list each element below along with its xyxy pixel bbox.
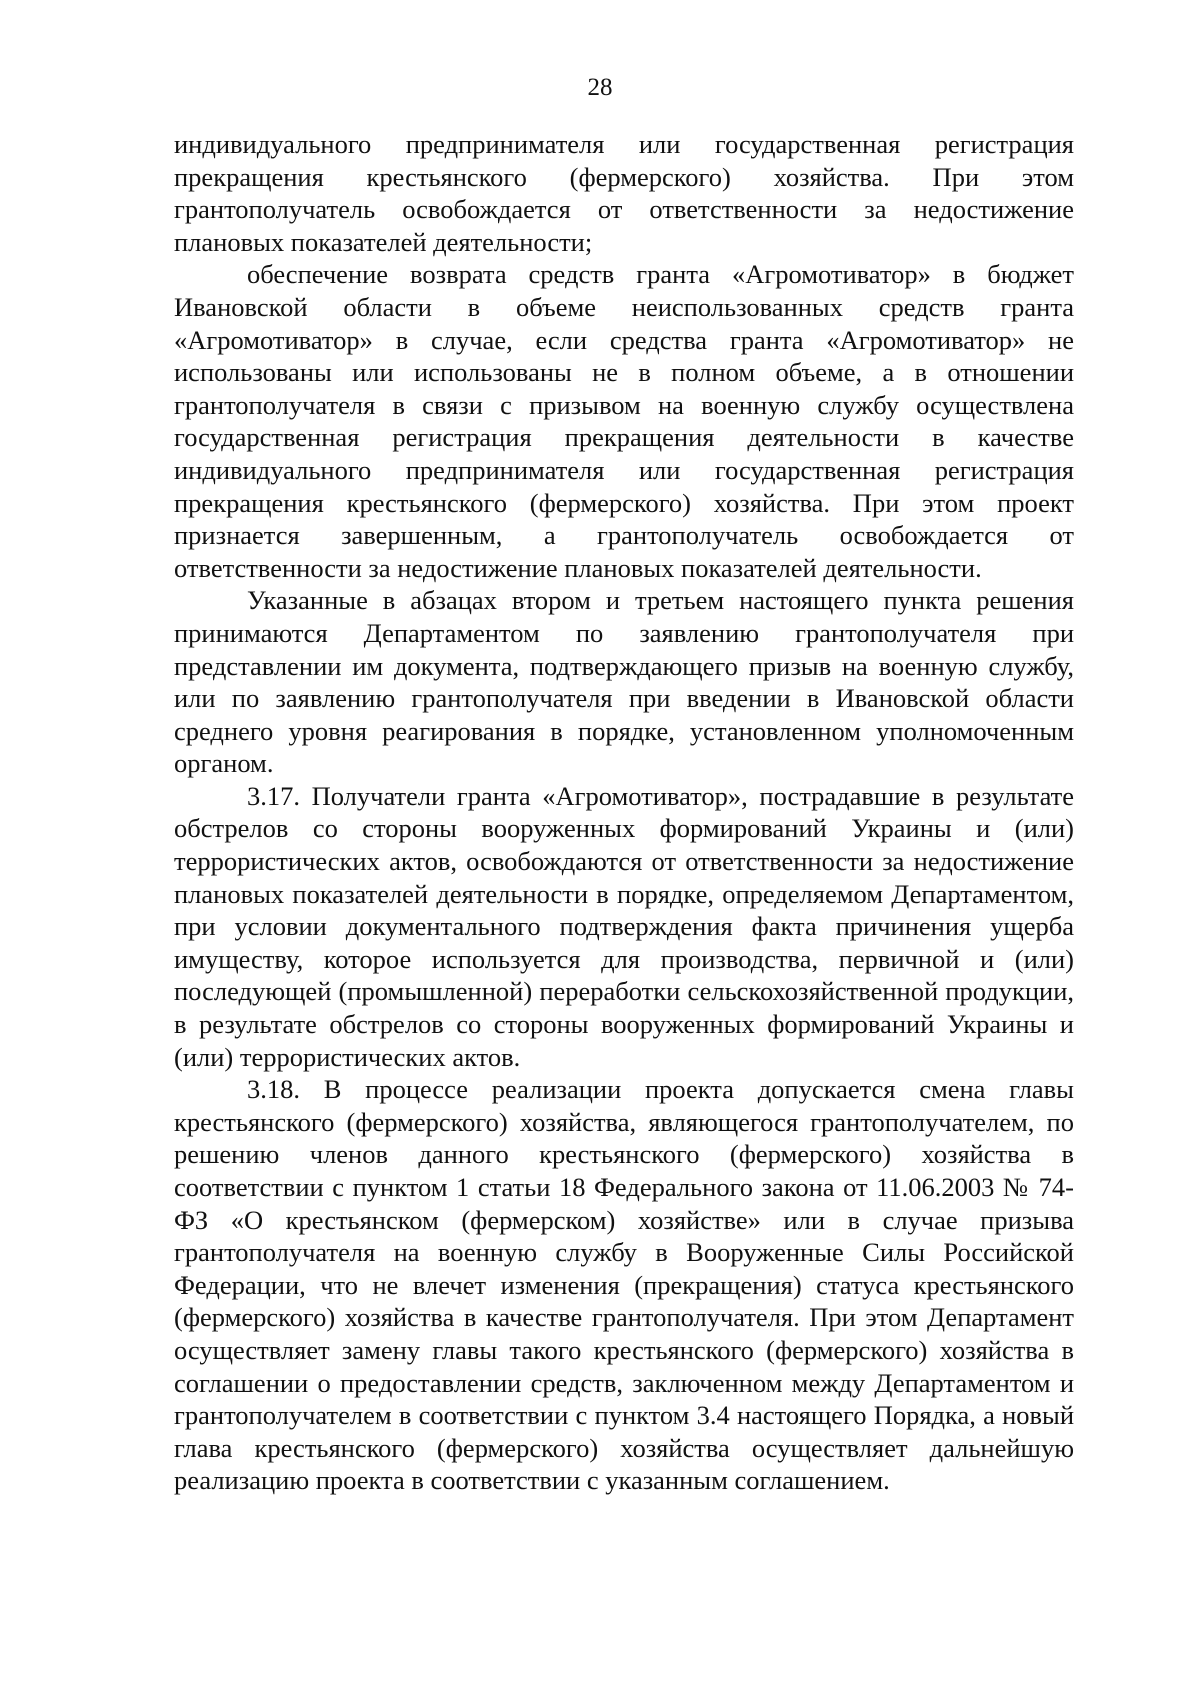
- document-body: [174, 128, 1074, 1497]
- page-number: 28: [587, 74, 613, 101]
- paragraph-continuation: индивидуального предпринимателя или государственная регистрация прекращения крестьянского (фермерского) хозяйства. При этом грантополучатель освобождается от ответственности за недостижение плановых показателей деятельности;: [174, 129, 1074, 257]
- paragraph-clause-3-17: 3.17. Получатели гранта «Агромотиватор», пострадавшие в результате обстрелов со стороны вооруженных формирований Украины и (или) террористических актов, освобождаются от ответственности за недостижение плановых показателей деятельности в порядке, определяемом Департаментом, при условии документального подтверждения факта причинения ущерба имуществу, которое используется для производства, первичной и (или) последующей (промышленной) переработки сельскохозяйственной продукции, в результате обстрелов со стороны вооруженных формирований Украины и (или) террористических актов.: [174, 780, 1074, 1072]
- paragraph-grant-return: обеспечение возврата средств гранта «Агромотиватор» в бюджет Ивановской области в объеме неиспользованных средств гранта «Агромотиватор» в случае, если средства гранта «Агромотиватор» не использованы или использованы не в полном объеме, а в отношении грантополучателя в связи с призывом на военную службу осуществлена государственная регистрация прекращения деятельности в качестве индивидуального предпринимателя или государственная регистрация прекращения крестьянского (фермерского) хозяйства. При этом проект признается завершенным, а грантополучатель освобождается от ответственности за недостижение плановых показателей деятельности.: [174, 259, 1074, 583]
- paragraph-clause-3-18: 3.18. В процессе реализации проекта допускается смена главы крестьянского (фермерского) хозяйства, являющегося грантополучателем, по решению членов данного крестьянского (фермерского) хозяйства в соответствии с пунктом 1 статьи 18 Федерального закона от 11.06.2003 № 74-ФЗ «О крестьянском (фермерском) хозяйстве» или в случае призыва грантополучателя на военную службу в Вооруженные Силы Российской Федерации, что не влечет изменения (прекращения) статуса крестьянского (фермерского) хозяйства в качестве грантополучателя. При этом Департамент осуществляет замену главы такого крестьянского (фермерского) хозяйства в соглашении о предоставлении средств, заключенном между Департаментом и грантополучателем в соответствии с пунктом 3.4 настоящего Порядка, а новый глава крестьянского (фермерского) хозяйства осуществляет дальнейшую реализацию проекта в соответствии с указанным соглашением.: [174, 1074, 1074, 1496]
- paragraph-decisions: Указанные в абзацах втором и третьем настоящего пункта решения принимаются Департаментом по заявлению грантополучателя при представлении им документа, подтверждающего призыв на военную службу, или по заявлению грантополучателя при введении в Ивановской области среднего уровня реагирования в порядке, установленном уполномоченным органом.: [174, 585, 1074, 779]
